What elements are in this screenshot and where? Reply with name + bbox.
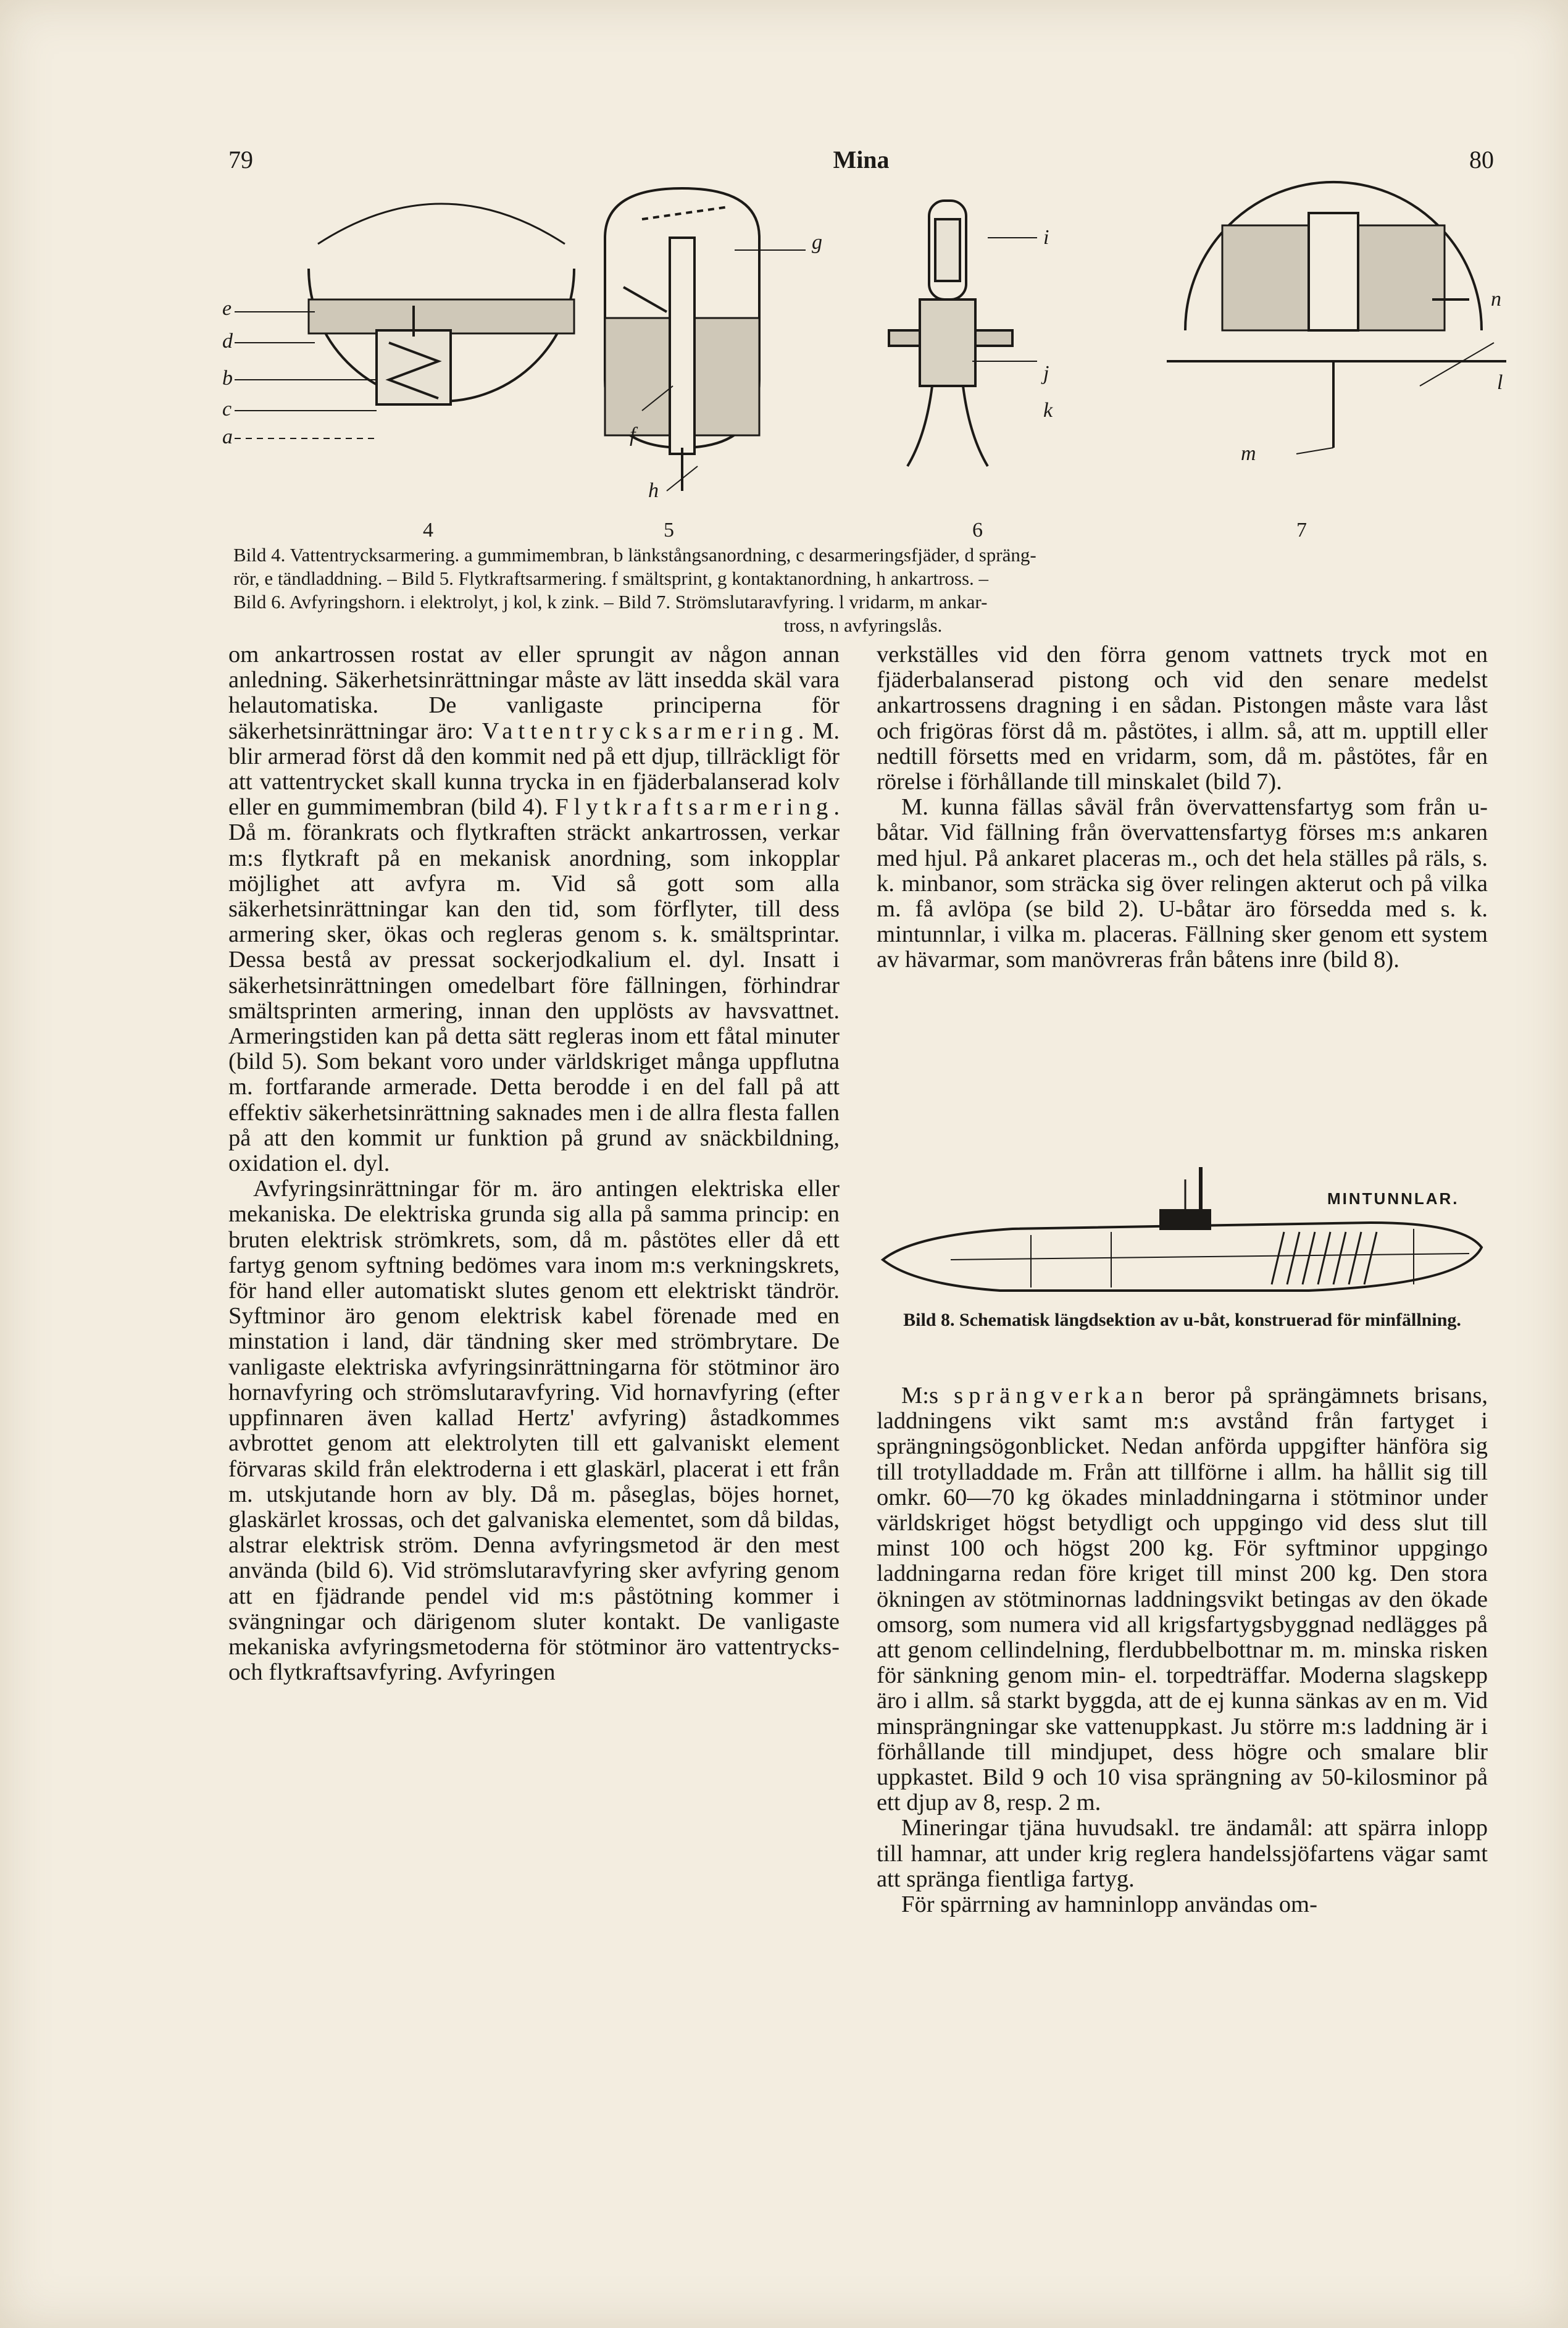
fig6-label-i: i — [1043, 226, 1049, 249]
fig4-label-e: e — [222, 297, 232, 320]
left-paragraph-1 — [228, 642, 840, 1176]
fig4-label-b: b — [222, 367, 233, 390]
fig8-mintunnlar-label: MINTUNNLAR. — [1327, 1189, 1459, 1208]
running-title: Mina — [833, 146, 890, 174]
figure-number-4: 4 — [423, 519, 433, 542]
figure-4-drawing — [235, 204, 574, 438]
right-p3-text-c: beror på sprängämnets brisans, laddningens vikt samt m:s avstånd från fartyget i sprängningsögonblicket. Nedan anförda uppgifter hänföra sig till trotylladdade m. Från att tillförne i allm. ha hållit sig till omkr. 60—70 kg ökades minladdningarna i stötminor under världskriget högst betydligt och uppgingo vid dess slut till minst 100 och högst 200 kg. För syftminor uppgingo laddningarna redan före kriget till minst 200 kg. Den stora ökningen av stötminornas laddningsvikt betingas av den ökade omsorg, som numera vid all krigsfartygsbyggnad nedlägges på att genom cellindelning, flerdubbelbottnar m. m. minska risken för sänkning genom min- el. torpedträffar. Moderna slagskepp äro i allm. så starkt byggda, att de ej kunna sänkas av en m. Vid minsprängningar ske vattenuppkast. Ju större m:s laddning är i förhållande till mindjupet, dess högre och smalare blir uppkastet. Bild 9 och 10 visa sprängning av 50-kilosminor på ett djup av 8, resp. 2 m. — [877, 1383, 1488, 1816]
page-number-right: 80 — [1469, 146, 1494, 174]
fig7-label-n: n — [1491, 288, 1501, 311]
figure-number-6: 6 — [972, 519, 983, 542]
fig6-label-j: j — [1043, 362, 1049, 385]
caption-line-4: tross, n avfyringslås. — [783, 614, 943, 636]
right-p3-text-a: M:s — [901, 1383, 954, 1409]
fig6-label-k: k — [1043, 399, 1053, 422]
caption-line-1: Bild 4. Vattentrycksarmering. a gummimembran, b länkstångsanordning, c desarmeringsfjäder, d spräng- — [233, 544, 1036, 566]
fig7-label-l: l — [1497, 371, 1503, 394]
figure-8-caption: Bild 8. Schematisk längdsektion av u-båt, konstruerad för minfällning. — [903, 1310, 1461, 1330]
right-paragraph-2: M. kunna fällas såväl från övervattensfartyg som från u-båtar. Vid fällning från övervattensfartyg förses m:s ankaren med hjul. På ankaret placeras m., och det hela ställes på räls, s. k. minbanor, som sträcka sig över relingen akterut och på vilka m. få avlöpa (se bild 2). U-båtar äro försedda med s. k. mintunnlar, i vilka m. placeras. Fällning sker genom ett system av hävarmar, som manövreras från båtens inre (bild 8). — [877, 794, 1488, 973]
left-p1-text-c: . M. blir armerad först då den kommit ned på ett djup, tillräckligt för att vattentrycket skall kunna trycka in en fjäderbalanserad kolv eller en gummimembran (bild 4). — [228, 718, 840, 821]
fig4-label-c: c — [222, 398, 232, 421]
fig4-label-a: a — [222, 425, 233, 448]
caption-line-3: Bild 6. Avfyringshorn. i elektrolyt, j kol, k zink. – Bild 7. Strömslutaravfyring. l vridarm, m ankar- — [233, 591, 988, 613]
term-flytkraftsarmering: Flytkraftsarmering — [555, 794, 834, 821]
right-paragraph-4: Mineringar tjäna huvudsakl. tre ändamål: att spärra inlopp till hamnar, att under krig reglera handelssjöfartens vägar samt att spränga fientliga fartyg. — [877, 1815, 1488, 1892]
figure-caption — [233, 543, 1493, 637]
figure-7-drawing — [1167, 182, 1506, 454]
left-column — [228, 642, 840, 1685]
mine-figures — [222, 176, 1506, 534]
right-column-top — [877, 642, 1488, 973]
fig4-label-d: d — [222, 330, 233, 353]
right-paragraph-5: För spärrning av hamninlopp användas om- — [901, 1891, 1317, 1918]
left-p1-text-e: . Då m. förankrats och flytkraften sträckt ankartrossen, verkar m:s flytkraft på en mekanisk anordning, som inkopplar möjlighet att avfyra m. Vid så gott som alla säkerhetsinrättningar kan den tid, som förflyter, till dess armering sker, ökas och regleras genom s. k. smältsprintar. Dessa bestå av pressat sockerjodkalium el. dyl. Insatt i säkerhetsinrättningen omedelbart före fällningen, förhindrar smältsprinten armering, innan den upplösts av havsvattnet. Armeringstiden kan på detta sätt regleras inom ett fåtal minuter (bild 5). Som bekant voro under världskriget många uppflutna m. fortfarande armerade. Detta berodde i en del fall på att effektiv säkerhetsinrättning saknades men i de allra flesta fallen på att den kommit ur funktion på grund av snäckbildning, oxidation el. dyl. — [228, 794, 840, 1177]
fig5-label-h: h — [648, 479, 659, 502]
fig7-label-m: m — [1241, 442, 1256, 465]
right-column-bottom — [877, 1383, 1488, 1917]
page-number-left: 79 — [228, 146, 253, 174]
left-p1-text-a: om ankartrossen rostat av eller sprungit av någon annan anledning. Säkerhetsinrättningar måste av lätt insedda skäl vara helautomatiska. De vanligaste principerna för säkerhetsinrättningar äro: — [228, 642, 840, 744]
term-vattentrycksarmering: Vattentrycksarmering — [482, 718, 798, 744]
figure-number-7: 7 — [1296, 519, 1307, 542]
right-paragraph-3 — [877, 1383, 1488, 1815]
figure-number-5: 5 — [664, 519, 674, 542]
term-sprangverkan: sprängverkan — [954, 1383, 1149, 1409]
right-paragraph-1: verkställes vid den förra genom vattnets tryck mot en fjäderbalanserad pistong och vid den senare medelst ankartrossens dragning i en sådan. Pistongen måste vara låst och frigöras först då m. påstötes, i allm. så, att m. upptill eller nedtill försetts med en vridarm, som, då m. påstötes, får en rörelse i förhållande till minskalet (bild 7). — [877, 642, 1488, 795]
fig5-label-g: g — [812, 231, 822, 254]
fig5-label-f: f — [630, 424, 636, 446]
figure-6-drawing — [889, 201, 1037, 466]
submarine-diagram — [877, 1161, 1494, 1303]
left-paragraph-2: Avfyringsinrättningar för m. äro antingen elektriska eller mekaniska. De elektriska grunda sig alla på samma princip: en bruten elektrisk strömkrets, som, då m. påstötes eller då ett fartyg genom syftning bedömes vara inom m:s verkningskrets, för hand eller automatiskt slutes genom ett elektriskt tändrör. Syftminor äro genom elektrisk kabel förenade med en minstation i land, där tändning sker med strömbrytare. De vanligaste elektriska avfyringsinrättningarna för stötminor äro hornavfyring och strömslutaravfyring. Vid hornavfyring (efter uppfinnaren även kallad Hertz' avfyring) åstadkommes avbrottet genom att elektrolyten till ett galvaniskt element förvaras skild från elektroderna i ett glaskärl, placerat i ett från m. utskjutande horn av bly. Då m. påseglas, böjes hornet, glaskärlet krossas, och det galvaniska elementet, som då bildas, alstrar elektrisk ström. Denna avfyringsmetod är den mest använda (bild 6). Vid strömslutaravfyring sker avfyring genom att en fjädrande pendel vid m:s påstötning kommer i svängningar och därigenom sluter kontakt. De vanligaste mekaniska avfyringsmetoderna för stötminor äro vattentrycks- och flytkraftsavfyring. Avfyringen — [228, 1176, 840, 1686]
caption-line-2: rör, e tändladdning. – Bild 5. Flytkraftsarmering. f smältsprint, g kontaktanordning, h ankartross. – — [233, 567, 989, 589]
